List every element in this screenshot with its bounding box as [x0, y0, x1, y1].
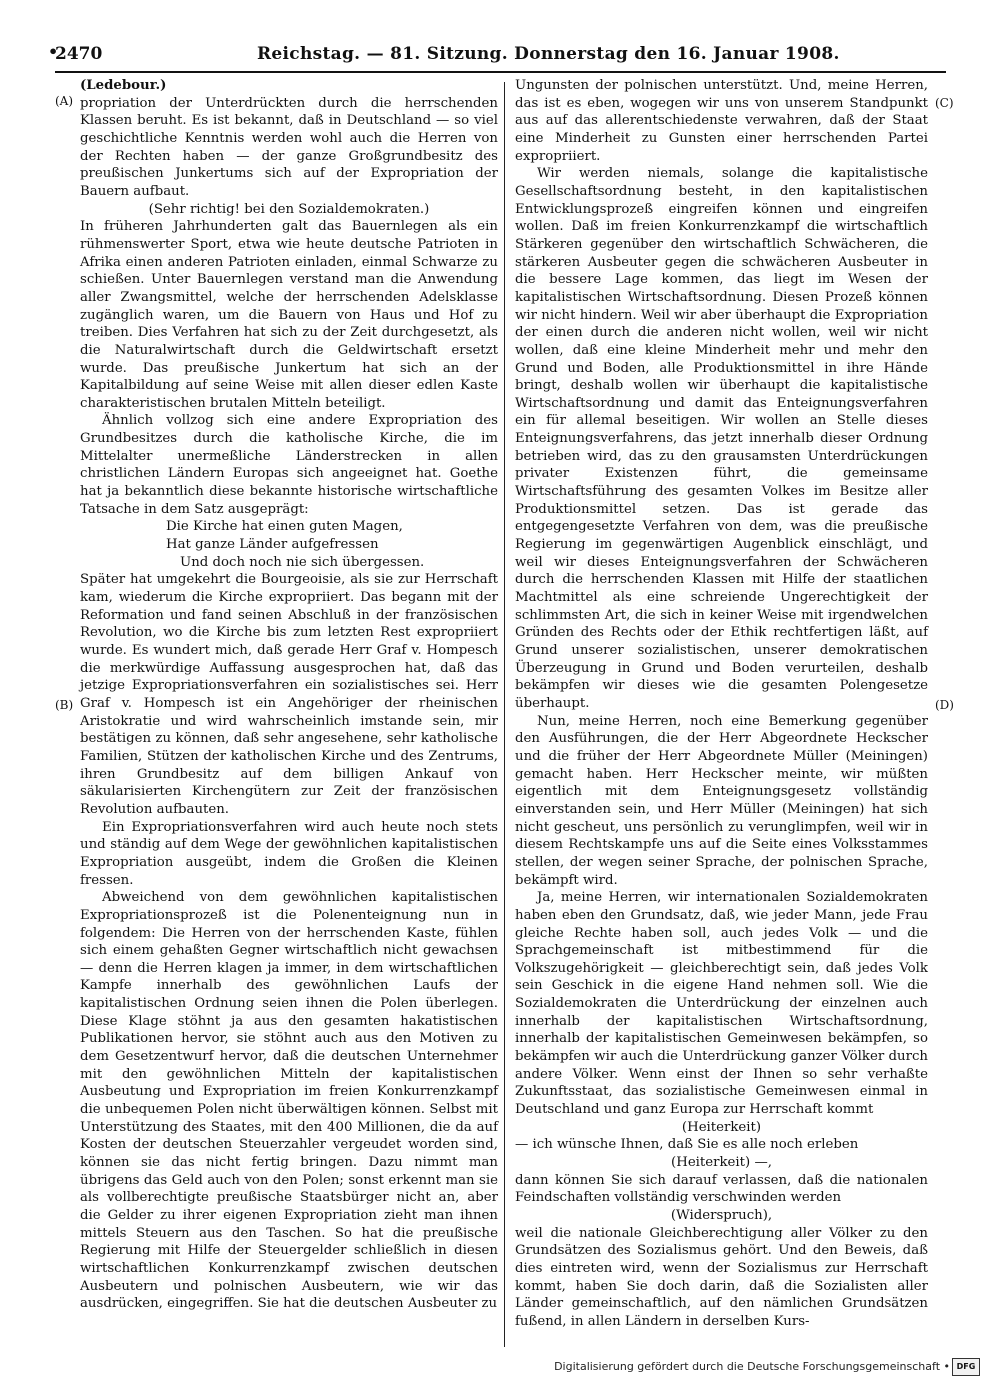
interjection: (Widerspruch),: [670, 1208, 773, 1223]
funding-note: Digitalisierung gefördert durch die Deutsche Forschungsgemeinschaft •: [554, 1360, 950, 1373]
verse-line: Und doch noch nie sich übergessen.: [180, 554, 425, 570]
paragraph: dann können Sie sich darauf verlassen, daß die nationalen Feindschaften vollständig verschwinden werden: [515, 1172, 928, 1206]
column-separator: [504, 82, 505, 1347]
paragraph: Später hat umgekehrt die Bourgeoisie, als sie zur Herrschaft kam, wiederum die Kirche expropriiert. Das begann mit der Reformation und fand seinen Abschluß in der französischen Revolution, wo die Kirche bis zum letzten Rest expropriiert wurde. Es wundert mich, daß gerade Herr Graf v. Hompesch die merkwürdige Auffassung ausgesprochen hat, daß das jetzige Expropriationsverfahren ein sozialistisches sei. Herr Graf v. Hompesch ist ein Angehöriger der rheinischen Aristokratie und wird wahrscheinlich imstande sein, mir bestätigen zu können, daß sehr angesehene, sehr katholische Familien, Stützen der katholischen Kirche und des Zentrums, ihren Grundbesitz auf dem billigen Ankauf von säkularisierten Kirchengütern zur Zeit der französischen Revolution aufbauten.: [80, 572, 498, 817]
margin-marker-b: (B): [55, 698, 74, 712]
interjection: (Sehr richtig! bei den Sozialdemokraten.): [148, 201, 430, 217]
paragraph: Wir werden niemals, solange die kapitalistische Gesellschaftsordnung besteht, in den kapitalistischen Entwicklungsprozeß eingreifen können und eingreifen wollen. Daß im freien Konkurrenzkampf die wirtschaftlich Stärkeren gegenüber den wirtschaftlich Schwächeren, die stärkeren Ausbeuter gegen die schwächeren Ausbeuter in die bessere Lage kommen, das liegt im Wesen der kapitalistischen Wirtschaftsordnung. Diesen Prozeß können wir nicht hindern. Weil wir aber überhaupt die Expropriation der einen durch die anderen nicht wollen, weil wir nicht wollen, daß eine kleine Minderheit mehr und mehr den Grund und Boden, alle Produktionsmittel in ihre Hände bringt, deshalb wollen wir überhaupt die kapitalistische Wirtschaftsordnung und damit das Enteignungsverfahren ein für allemal beseitigen. Wir wollen an Stelle dieses Enteignungsverfahrens, das jetzt innerhalb dieser Ordnung betrieben wird, das zu den grausamsten Unterdrückungen privater Existenzen führt, die gemeinsame Wirtschaftsführung des gesamten Volkes im Besitze aller Produktionsmittel setzen. Das ist gerade das entgegengesetzte Verfahren von dem, was die preußische Regierung im gegenwärtigen Augenblick einschlägt, und weil wir dieses Enteignungsverfahren der Schwächeren durch die herrschenden Klassen mit Hilfe der staatlichen Machtmittel als eine schreiende Ungerechtigkeit der schlimmsten Art, die sich in keiner Weise mit irgendwelchen Gründen des Rechts oder der Ethik rechtfertigen läßt, auf Grund unserer sozialistischen, unserer demokratischen Überzeugung in Grund und Boden verurteilen, deshalb bekämpfen wir dieses wie die gesamten Polengesetze überhaupt.: [515, 166, 928, 711]
margin-marker-d: (D): [935, 698, 954, 712]
header-dot: •: [48, 42, 59, 61]
right-column: [515, 77, 928, 1331]
page-footer: [554, 1358, 980, 1376]
page-header: [48, 42, 955, 68]
interjection: (Heiterkeit): [681, 1119, 762, 1135]
paragraph: propriation der Unterdrückten durch die herrschenden Klassen beruht. Es ist bekannt, daß in Deutschland — so viel geschichtliche Kenntnis werden wohl auch die Herren von der Rechten haben — der ganze Großgrundbesitz des preußischen Junkertums sich auf der Expropriation der Bauern aufbaut.: [80, 95, 498, 199]
paragraph: — ich wünsche Ihnen, daß Sie es alle noch erleben: [515, 1137, 859, 1153]
header-rule: [55, 71, 946, 73]
goethe-verse: [80, 518, 498, 571]
page-number: 2470: [55, 44, 103, 64]
margin-marker-a: (A): [55, 94, 74, 108]
paragraph: Ähnlich vollzog sich eine andere Expropriation des Grundbesitzes durch die katholische Kirche, die im Mittelalter unermeßliche Länderstrecken in allen christlichen Ländern Europas sich angeeignet hat. Goethe hat ja bekanntlich diese bekannte historische wirtschaftliche Tatsache in dem Satz ausgeprägt:: [80, 413, 498, 517]
paragraph: Ungunsten der polnischen unterstützt. Und, meine Herren, das ist es eben, wogegen wir uns von unserem Standpunkt aus auf das allerentschiedenste verwahren, daß der Staat eine Minderheit zu Gunsten einer herrschenden Partei expropriiert.: [515, 78, 928, 164]
verse-line: Die Kirche hat einen guten Magen,: [166, 519, 403, 535]
paragraph: weil die nationale Gleichberechtigung aller Völker zu den Grundsätzen des Sozialismus gehört. Und den Beweis, daß dies eintreten wird, wenn der Sozialismus zur Herrschaft kommt, haben Sie doch darin, daß die Sozialisten aller Länder gemeinschaftlich, auf den nämlichen Grundsätzen fußend, in allen Ländern in derselben Kurs-: [515, 1225, 928, 1329]
dfg-logo: DFG: [952, 1358, 980, 1376]
paragraph: Nun, meine Herren, noch eine Bemerkung gegenüber den Ausführungen, die der Herr Abgeordnete Heckscher und die früher der Herr Abgeordnete Müller (Meiningen) gemacht haben. Herr Heckscher meinte, wir müßten eigentlich mit dem Enteignungsgesetz vollständig einverstanden sein, und Herr Müller (Meiningen) hat sich nicht gescheut, uns persönlich zu verunglimpfen, weil wir in diesem Rechtskampfe uns auf die Seite eines Volksstammes stellen, der wegen seiner Sprache, der polnischen Sprache, bekämpft wird.: [515, 713, 928, 888]
paragraph: Ein Expropriationsverfahren wird auch heute noch stets und ständig auf dem Wege der gewöhnlichen kapitalistischen Expropriation ausgeübt, indem die Großen die Kleinen fressen.: [80, 819, 498, 888]
verse-line: Hat ganze Länder aufgefressen: [166, 537, 379, 553]
paragraph: In früheren Jahrhunderten galt das Bauernlegen als ein rühmenswerter Sport, etwa wie heute deutsche Patrioten in Afrika einen anderen Patrioten einladen, einmal Schwarze zu schießen. Unter Bauernlegen verstand man die Anwendung aller Zwangsmittel, welche der herrschenden Adelsklasse zugänglich waren, um die Bauern von Haus und Hof zu treiben. Dies Verfahren hat sich zu der Zeit durchgesetzt, als die Naturalwirtschaft durch die Geldwirtschaft ersetzt wurde. Das preußische Junkertum hat sich an der Kapitalbildung auf seine Weise mit allen dieser edlen Kaste charakteristischen brutalen Mitteln beteiligt.: [80, 219, 498, 411]
margin-marker-c: (C): [935, 96, 954, 110]
speaker-name: (Ledebour.): [80, 78, 167, 93]
page-title: Reichstag. — 81. Sitzung. Donnerstag den 16. Januar 1908.: [257, 44, 840, 64]
interjection: (Heiterkeit) —,: [671, 1155, 772, 1171]
left-column: [80, 77, 498, 1313]
paragraph: Abweichend von dem gewöhnlichen kapitalistischen Expropriationsprozeß ist die Polenenteignung nun in folgendem: Die Herren von der herrschenden Kaste, fühlen sich einem gehaßten Gegner wirtschaftlich nicht gewachsen — denn die Herren klagen ja immer, in dem wirtschaftlichen Kampfe innerhalb des gewöhnlichen Laufs der kapitalistischen Ordnung seien ihnen die Polen überlegen. Diese Klage stöhnt ja aus den gesamten hakatistischen Publikationen hervor, sie stöhnt auch aus den Motiven zu dem Gesetzentwurf hervor, daß die deutschen Unternehmer mit den gewöhnlichen Mitteln der kapitalistischen Ausbeutung und Expropriation im freien Konkurrenzkampf die unbequemen Polen nicht überwältigen können. Selbst mit Unterstützung des Staates, mit den 400 Millionen, die da auf Kosten der deutschen Steuerzahler vergeudet worden sind, können sie das nicht fertig bringen. Dazu nimmt man übrigens das Geld auch von den Polen; sonst erkennt man sie als vollberechtigte preußische Staatsbürger nicht an, aber die Gelder zu ihrer eigenen Expropriation zieht man ihnen mittels Steuern aus den Taschen. So hat die preußische Regierung mit Hilfe der Steuergelder schließlich in diesen wirtschaftlichen Konkurrenzkampf zwischen deutschen Ausbeutern und polnischen Ausbeutern, wie wir das ausdrücken, eingegriffen. Sie hat die deutschen Ausbeuter zu: [80, 890, 498, 1312]
paragraph: Ja, meine Herren, wir internationalen Sozialdemokraten haben eben den Grundsatz, daß, wie jeder Mann, jede Frau gleiche Rechte haben soll, auch jedes Volk — und die Sprachgemeinschaft ist mitbestimmend für die Volkszugehörigkeit — gleichberechtigt sein, daß jedes Volk sein Geschick in die eigene Hand nehmen soll. Wie die Sozialdemokraten die Unterdrückung der einzelnen auch innerhalb der kapitalistischen Wirtschaftsordnung, innerhalb der kapitalistischen Gemeinwesen bekämpfen, so bekämpfen wir auch die Unterdrückung ganzer Völker durch andere Völker. Wenn einst der Ihnen so sehr verhaßte Zukunftsstaat, das sozialistische Gemeinwesen einmal in Deutschland und ganz Europa zur Herrschaft kommt: [515, 890, 928, 1118]
